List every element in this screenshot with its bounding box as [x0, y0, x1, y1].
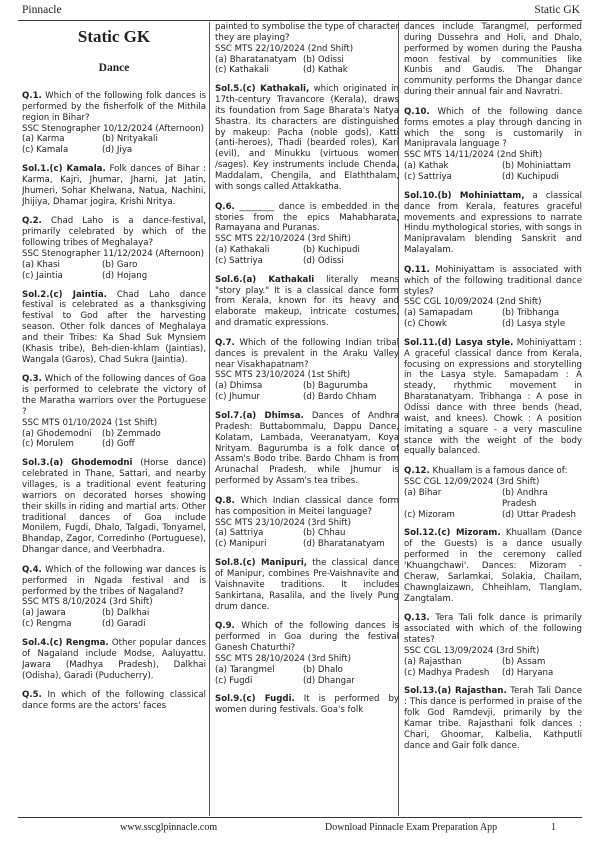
solution-label: Sol.2.(c) Jaintia. [22, 289, 107, 300]
question-block [22, 374, 206, 556]
option: (c) Jhumur [215, 392, 260, 403]
option: (d) Kuchipudi [502, 171, 559, 182]
option: (b) Dhalo [303, 664, 343, 675]
solution-text [22, 164, 206, 207]
question-block [404, 265, 582, 457]
solution-body: literally means "story play." It is a classical dance form from Kerala, known for its heavy and elaborate makeup, intricate costumes, and dramatic expressions. [215, 274, 399, 329]
option: (d) Haryana [502, 667, 554, 678]
option: (a) Khasi [22, 259, 60, 270]
option: (c) Kamala [22, 145, 69, 156]
solution-text [22, 458, 206, 556]
option: (a) Bharatanatyam [215, 54, 297, 65]
option: (a) Jawara [22, 608, 66, 619]
solution-body: Khuallam (Dance of the Guests) is a dance usually performed in the ceremony called 'Khuangchawi'. Dances: Mizoram - Cheraw, Sarlamkai, Solakia, Chailam, Chawnglaizawn, Chheihlam, Tlanglam, Zangtalam. [404, 528, 582, 604]
question-number: Q.4. [22, 564, 42, 575]
header-brand: Pinnacle [22, 4, 62, 16]
question-body: Which of the following dance forms emotes a play through dancing in which the song is customarily in Manipravala language ? [404, 106, 582, 150]
question-body: painted to symbolise the type of character they are playing? [215, 22, 399, 43]
page-header [0, 0, 600, 22]
option: (d) Uttar Pradesh [502, 509, 576, 520]
question-text [22, 91, 206, 124]
column-2 [215, 22, 399, 814]
question-number: Q.12. [404, 466, 430, 477]
exam-source: SSC MTS 14/11/2024 (2nd Shift) [404, 150, 543, 161]
column-1 [22, 22, 206, 814]
solution-text [215, 411, 399, 487]
question-block [215, 621, 399, 716]
option: (b) Andhra Pradesh [502, 487, 548, 509]
question-block [404, 107, 582, 256]
option: (c) Sattriya [404, 171, 452, 182]
question-number: Q.8. [215, 495, 235, 506]
question-text [22, 216, 206, 249]
page-number: 1 [551, 822, 556, 833]
question-body: ________ dance is embedded in the stories from the epics Mahabharata, Ramayana and Puranas. [215, 201, 399, 234]
option: (d) Garadi [102, 619, 146, 630]
option: (c) Manipuri [215, 539, 267, 550]
solution-body: It is performed by women during festivals. Goa's folk [215, 694, 399, 716]
options-grid [404, 161, 582, 183]
question-block [215, 496, 399, 612]
solution-label: Sol.7.(a) Dhimsa. [215, 411, 304, 421]
exam-source: SSC MTS 22/10/2024 (2nd Shift) [215, 43, 354, 54]
question-block [22, 216, 206, 365]
solution-text [404, 686, 582, 751]
option: (d) Jiya [102, 145, 133, 156]
question-number: Q.1. [22, 91, 42, 101]
solution-body: which originated in 17th-century Travancore (Kerala), draws its foundation from Sage Bharata's Natya Shastra. Its characters are distinguished by makeup: Pacha (noble gods), Katti (anti-heroes), Thadi (bearded roles), Kari (evil), and Minukku (virtuous women /sages). Key instruments include Chenda, Maddalam, Chengila, and Elaththalam, with songs called Attakkatha. [215, 84, 399, 192]
exam-source: SSC Stenographer 10/12/2024 (Afternoon) [22, 123, 205, 134]
solution-text [22, 638, 206, 681]
question-text [215, 22, 399, 44]
question-text [404, 265, 582, 298]
solution-body: Dances of Andhra Pradesh: Buttabommalu, Dappu Dance, Kolatam, Lambada, Veeranatyam, Koya Nrityam. Bagurumba is a folk dance of Assam's Bodo tribe. Bardo Chham is from Arunachal Pradesh, while Jhumur is performed by Assam's tea tribes. [215, 411, 399, 487]
options-grid [22, 134, 206, 156]
question-body: Which of the following folk dances is performed by the fisherfolk of the Mithila region in Bihar? [22, 91, 206, 123]
option: (a) Tarangmel [215, 664, 275, 675]
column-divider [209, 22, 210, 816]
options-grid [215, 528, 399, 550]
option: (b) Kuchipudi [303, 245, 360, 256]
question-text [404, 107, 582, 150]
question-number: Q.2. [22, 216, 42, 227]
question-block [215, 202, 399, 329]
solution-body: Other popular dances of Nagaland include Modse, Aaluyattu. Jawara (Madhya Pradesh), Dalkhai (Odisha), Garadi (Puducherry). [22, 637, 206, 681]
solution-label: Sol.12.(c) Mizoram. [404, 528, 501, 539]
option: (b) Nrityakali [102, 134, 158, 145]
option: (a) Ghodemodni [22, 428, 92, 439]
option: (c) Sattriya [215, 255, 263, 266]
options-grid [404, 308, 582, 330]
solution-label: Sol.10.(b) Mohiniattam, [404, 190, 525, 201]
solution-body: Folk dances of Bihar : Karma, Kajri, Jhumar, Jharni, Jat Jatin, Jhumeri, Sohar Khelwana, Natua, Nachini, Jhijiya, Dhamar jogira, Krishi Nritya. [22, 164, 206, 207]
options-grid [22, 429, 206, 451]
option: (d) Bharatanatyam [303, 539, 385, 550]
solution-body: (Horse dance) celebrated in Thane, Sattari, and nearby villages, is a traditional event featuring warriors on decorated horses showing their skills in riding and martial arts. Other traditional dances of Goa include Monilem, Fugdi, Dhalo, Talgadi, Tonyamel, Bhandap, Zagor, Corredinho (Portuguese), Dhangar dance, and Veerbhadra. [22, 458, 206, 556]
option: (a) Bihar [404, 487, 442, 498]
question-block [404, 22, 582, 98]
options-grid [215, 245, 399, 267]
option: (a) Sattriya [215, 528, 264, 539]
option: (c) Rengma [22, 619, 72, 630]
solution-body: Terah Tali Dance : This dance is performed in praise of the folk God Ramdevji, primarily by the Kamar tribe. Rajasthani folk dances : Chari, Ghoomar, Kalbelia, Kathputli dance and Gair folk dance. [404, 686, 582, 751]
option: (d) Lasya style [502, 319, 566, 330]
option: (c) Morulem [22, 439, 74, 450]
question-number: Q.3. [22, 374, 42, 385]
solution-body: Chad Laho dance festival is celebrated as a thanksgiving festival to God after the harvesting season. Other folk dances of Meghalaya and their Tribes: Ka Shad Suk Mynsiem (Khasis tribe), Beh-dien-khlam (Jaintias), Wangala (Garos), Chad Sukra (Jaintia). [22, 289, 206, 365]
question-body: Which of the following dances of Goa is performed to celebrate the victory of the Maratha warriors over the Portuguese ? [22, 374, 206, 417]
solution-text [215, 694, 399, 716]
option: (a) Kathak [404, 161, 449, 172]
exam-source: SSC Stenographer 11/12/2024 (Afternoon) [22, 248, 205, 259]
solution-text [404, 191, 582, 256]
option: (a) Karma [22, 134, 65, 145]
option: (c) Mizoram [404, 509, 455, 520]
question-body: Chad Laho is a dance-festival, primarily celebrated by which of the following tribes of Meghalaya? [22, 216, 206, 249]
solution-text [215, 84, 399, 192]
option: (d) Dhangar [303, 675, 355, 686]
question-block [404, 613, 582, 751]
solution-label: Sol.3.(a) Ghodemodni [22, 458, 133, 469]
solution-label: Sol.5.(c) Kathakali, [215, 84, 310, 95]
option: (d) Goff [102, 439, 135, 450]
question-body: In which of the following classical dance forms are the actors' faces [22, 690, 206, 712]
question-text [215, 338, 399, 371]
question-body: Which Indian classical dance form has composition in Meitei language? [215, 495, 399, 517]
question-block [215, 22, 399, 193]
solution-body: a classical dance from Kerala, features graceful movements and expressions to narrate Hindu mythological stories, with songs in Manipravalam blending Sanskrit and Malayalam. [404, 190, 582, 256]
question-block [22, 690, 206, 712]
header-rule [18, 20, 582, 21]
options-grid [215, 55, 399, 77]
exam-source: SSC MTS 28/10/2024 (3rd Shift) [215, 653, 352, 664]
question-body: Which of the following Indian tribal dances is prevalent in the Araku Valley near Visakhapatnam? [215, 337, 399, 370]
question-body: Khuallam is a famous dance of: [429, 466, 568, 477]
option: (d) Kathak [303, 65, 348, 76]
option: (c) Jaintia [22, 270, 63, 281]
options-grid [22, 608, 206, 630]
question-number: Q.6. [215, 201, 235, 212]
exam-source: SSC MTS 01/10/2024 (1st Shift) [22, 417, 158, 428]
question-block [215, 338, 399, 487]
solution-text [404, 22, 582, 98]
question-number: Q.11. [404, 264, 430, 275]
solution-label: Sol.8.(c) Manipuri, [215, 558, 308, 569]
exam-source: SSC MTS 8/10/2024 (3rd Shift) [22, 597, 153, 608]
option: (b) Mohiniattam [502, 161, 571, 172]
option: (b) Bagurumba [303, 381, 369, 392]
options-grid [22, 260, 206, 282]
option: (b) Odissi [303, 54, 344, 65]
option: (a) Kathakali [215, 245, 270, 256]
page-footer [0, 816, 600, 848]
exam-source: SSC MTS 22/10/2024 (3rd Shift) [215, 234, 352, 245]
section-title: Dance [98, 62, 130, 74]
solution-text [215, 558, 399, 612]
option: (b) Dalkhai [102, 608, 150, 619]
question-number: Q.5. [22, 690, 42, 701]
footer-rule [18, 817, 582, 818]
solution-label: Sol.4.(c) Rengma. [22, 637, 109, 648]
header-subject: Static GK [534, 4, 580, 16]
options-grid [215, 665, 399, 687]
question-body: Which of the following dances is performed in Goa during the festival Ganesh Chaturthi? [215, 621, 399, 654]
solution-text [404, 528, 582, 604]
question-text [404, 466, 582, 477]
exam-source: SSC CGL 13/09/2024 (3rd Shift) [404, 645, 540, 656]
option: (c) Fugdi [215, 675, 253, 686]
page-title: Static GK [77, 27, 151, 46]
option: (a) Samapadam [404, 308, 473, 319]
question-text [215, 496, 399, 518]
question-number: Q.9. [215, 621, 235, 632]
option: (d) Odissi [303, 255, 344, 266]
option: (c) Kathakali [215, 65, 269, 76]
footer-app-promo: Download Pinnacle Exam Preparation App [325, 822, 498, 833]
solution-text [404, 338, 582, 457]
question-block [404, 466, 582, 604]
solution-label: Sol.1.(c) Kamala. [22, 164, 106, 175]
option: (b) Assam [502, 656, 546, 667]
exam-source: SSC MTS 23/10/2024 (1st Shift) [215, 370, 351, 381]
question-text [22, 374, 206, 417]
question-number: Q.13. [404, 613, 430, 624]
solution-label: Sol.9.(c) Fugdi. [215, 694, 295, 705]
options-grid [404, 488, 582, 521]
solution-label: Sol.6.(a) Kathakali [215, 274, 315, 285]
solution-body: the classical dance of Manipur, combines Pre-Vaishnavite and Vaishnavite traditions. It includes Sankirtana, Rasalila, and the lively Pung drum dance. [215, 558, 399, 612]
question-number: Q.7. [215, 337, 235, 348]
exam-source: SSC CGL 10/09/2024 (2nd Shift) [404, 297, 542, 308]
option: (b) Zemmado [102, 428, 161, 439]
solution-text [215, 275, 399, 329]
column-3 [404, 22, 582, 814]
question-body: Which of the following war dances is performed in Ngada festival and is performed by the tribes of Nagaland? [22, 564, 206, 597]
question-block [22, 565, 206, 681]
option: (b) Garo [102, 259, 138, 270]
option: (a) Dhimsa [215, 381, 263, 392]
question-number: Q.10. [404, 106, 430, 117]
question-text [404, 613, 582, 646]
solution-label: Sol.13.(a) Rajasthan. [404, 686, 507, 697]
exam-source: SSC CGL 12/09/2024 (3rd Shift) [404, 477, 540, 488]
option: (c) Chowk [404, 319, 447, 330]
options-grid [215, 381, 399, 403]
option: (d) Hojang [102, 270, 148, 281]
question-body: Mohiniyattam is associated with which of the following traditional dance styles? [404, 264, 582, 297]
option: (d) Bardo Chham [303, 392, 377, 403]
question-text [22, 690, 206, 712]
option: (c) Madhya Pradesh [404, 667, 490, 678]
question-block [22, 91, 206, 207]
solution-body: dances include Tarangmel, performed during Dussehra and Holi, and Dhalo, performed by women during the Pausha moon festival by communities like Kunbis and Gaudis. The Dhangar community performs the Dhangar dance during their annual fair and Navratri. [404, 22, 582, 98]
question-text [215, 621, 399, 654]
question-body: Tera Tali folk dance is primarily associated with which of the following states? [404, 613, 582, 646]
question-text [22, 565, 206, 598]
solution-label: Sol.11.(d) Lasya style. [404, 337, 514, 348]
exam-source: SSC MTS 23/10/2024 (3rd Shift) [215, 517, 352, 528]
options-grid [404, 657, 582, 679]
solution-body: Mohiniyattam : A graceful classical dance from Kerala, focusing on expressions and storytelling in the Lasya style. Samapadam : A steady, rhythmic movement in Bharatanatyam. Tribhanga : A pose in Odissi dance with three bends (head, waist, and knees). Chowk : A position imitating a square - a very masculine stance with the weight of the body equally balanced. [404, 337, 582, 457]
option: (b) Tribhanga [502, 308, 560, 319]
footer-website[interactable]: www.sscglpinnacle.com [120, 822, 218, 833]
option: (b) Chhau [303, 528, 346, 539]
solution-text [22, 290, 206, 366]
question-text [215, 202, 399, 235]
option: (a) Rajasthan [404, 656, 462, 667]
